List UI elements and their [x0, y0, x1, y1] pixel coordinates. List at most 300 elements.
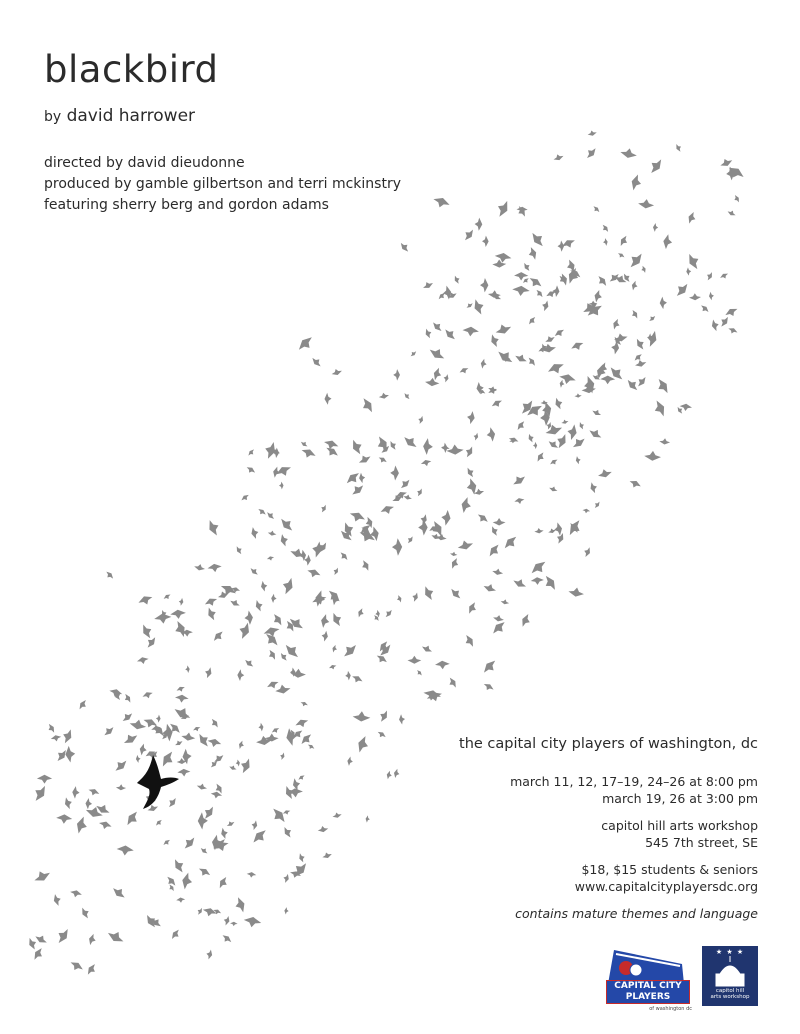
flock-bird-icon [80, 906, 92, 920]
flock-bird-icon [511, 473, 527, 488]
flock-bird-icon [87, 933, 97, 946]
flock-bird-icon [159, 749, 177, 769]
flock-bird-icon [415, 487, 423, 497]
flock-bird-icon [377, 708, 390, 723]
flock-bird-icon [492, 567, 504, 576]
flock-bird-icon [673, 280, 690, 298]
flock-bird-icon [654, 377, 671, 396]
flock-bird-icon [638, 198, 655, 209]
flock-bird-icon [617, 252, 626, 260]
flock-bird-icon [374, 435, 390, 454]
flock-bird-icon [357, 453, 372, 466]
flock-bird-icon [32, 868, 52, 885]
flock-bird-icon [139, 743, 148, 756]
flock-bird-icon [266, 555, 274, 561]
flock-bird-icon [456, 538, 474, 551]
flock-bird-icon [162, 838, 171, 847]
flock-bird-icon [600, 223, 610, 233]
flock-bird-icon [181, 731, 196, 741]
flock-bird-icon [500, 598, 510, 605]
flock-bird-icon [306, 743, 315, 751]
flock-bird-icon [644, 450, 661, 461]
flock-bird-icon [575, 455, 582, 464]
flock-bird-icon [496, 347, 516, 366]
flock-bird-icon [163, 593, 172, 601]
flock-bird-icon [406, 535, 415, 545]
flock-bird-icon [488, 290, 502, 299]
flock-bird-icon [493, 614, 505, 623]
flock-bird-icon [710, 318, 720, 331]
flock-bird-icon [633, 352, 644, 363]
flock-bird-icon [235, 759, 240, 767]
flock-bird-icon [296, 334, 316, 354]
content-warning: contains mature themes and language [515, 906, 758, 921]
flock-bird-icon [566, 423, 578, 441]
flock-bird-icon [512, 285, 530, 297]
flock-bird-icon [137, 594, 154, 608]
schedule [418, 773, 758, 807]
flock-bird-icon [578, 421, 585, 430]
company-name: the capital city players of washington, dc [459, 736, 758, 752]
flock-bird-icon [440, 509, 451, 526]
flock-bird-icon [358, 472, 365, 483]
flock-bird-icon [202, 906, 218, 918]
flock-bird-icon [559, 379, 565, 388]
flock-bird-icon [465, 301, 474, 309]
evening-dates: march 11, 12, 17–19, 24–26 at 8:00 pm [510, 774, 758, 789]
flock-bird-icon [331, 367, 343, 376]
flock-bird-icon [423, 438, 434, 455]
flock-bird-icon [466, 410, 476, 424]
flock-bird-icon [392, 538, 403, 556]
flock-bird-icon [659, 296, 667, 309]
flock-bird-icon [347, 756, 354, 766]
flock-bird-icon [431, 320, 445, 334]
flock-bird-icon [338, 551, 349, 563]
flock-bird-icon [37, 775, 52, 784]
flock-bird-icon [547, 527, 556, 534]
flock-bird-icon [522, 261, 532, 272]
flock-bird-icon [106, 928, 126, 946]
flock-bird-icon [350, 674, 363, 685]
flock-bird-icon [529, 558, 549, 577]
flock-bird-icon [732, 194, 740, 204]
flock-bird-icon [417, 415, 424, 425]
flock-bird-icon [357, 607, 366, 618]
flock-bird-icon [233, 896, 247, 914]
flock-bird-icon [465, 466, 476, 479]
flock-bird-icon [600, 375, 615, 384]
flock-bird-icon [462, 633, 476, 649]
flock-bird-icon [250, 526, 260, 540]
flock-bird-icon [396, 594, 403, 603]
flock-bird-icon [181, 872, 194, 891]
flock-bird-icon [494, 198, 511, 219]
flock-bird-icon [206, 518, 222, 538]
flock-bird-icon [393, 768, 401, 778]
flock-bird-icon [300, 447, 317, 461]
flock-bird-icon [50, 734, 62, 742]
flock-bird-icon [450, 551, 458, 557]
flock-bird-icon [408, 656, 422, 664]
flock-bird-icon [220, 933, 233, 945]
flock-bird-icon [453, 274, 461, 284]
flock-bird-icon [212, 629, 226, 643]
author-name: david harrower [66, 106, 196, 126]
flock-bird-icon [350, 437, 366, 456]
flock-bird-icon [490, 619, 508, 637]
flock-bird-icon [393, 369, 400, 381]
flock-bird-icon [250, 820, 258, 831]
flock-bird-icon [492, 259, 506, 268]
flock-bird-icon [112, 757, 129, 773]
flock-bird-icon [403, 493, 413, 500]
flock-bird-icon [494, 252, 512, 264]
flock-bird-icon [314, 590, 327, 608]
flock-bird-icon [122, 693, 132, 705]
flock-bird-icon [398, 477, 411, 490]
flock-bird-icon [527, 246, 539, 261]
flock-bird-icon [441, 443, 448, 454]
website-link[interactable]: www.capitalcityplayersdc.org [574, 879, 758, 894]
flock-bird-icon [176, 685, 186, 693]
flock-bird-icon [237, 669, 244, 681]
flock-bird-icon [421, 280, 434, 291]
flock-bird-icon [129, 718, 147, 731]
flock-bird-icon [708, 291, 714, 300]
flock-bird-icon [443, 373, 450, 383]
flock-bird-icon [588, 426, 604, 440]
flock-bird-icon [409, 349, 417, 357]
flock-bird-icon [140, 622, 155, 640]
flock-bird-icon [279, 533, 290, 547]
flock-bird-icon [533, 442, 538, 449]
flock-bird-icon [172, 857, 187, 875]
flock-bird-icon [553, 327, 566, 339]
flock-bird-icon [203, 666, 213, 679]
flock-bird-icon [486, 427, 497, 443]
flock-bird-icon [271, 594, 277, 604]
flock-bird-icon [618, 234, 630, 248]
flock-bird-icon [686, 211, 697, 225]
flock-bird-icon [591, 408, 602, 417]
flock-bird-icon [466, 601, 479, 616]
flock-bird-icon [519, 613, 532, 629]
flock-bird-icon [443, 326, 458, 342]
flock-bird-icon [593, 500, 601, 509]
flock-bird-icon [174, 739, 184, 747]
flock-bird-icon [425, 377, 440, 387]
flock-bird-icon [170, 928, 182, 941]
producer-credit: produced by gamble gilbertson and terri mckinstry [44, 176, 401, 192]
flock-bird-icon [607, 271, 620, 284]
flock-bird-icon [659, 438, 670, 445]
flock-bird-icon [156, 714, 161, 722]
flock-bird-icon [298, 852, 307, 863]
flock-bird-icon [172, 619, 188, 639]
flock-bird-icon [435, 660, 450, 670]
flock-bird-icon [552, 153, 564, 162]
flock-bird-icon [386, 770, 393, 780]
ticket-prices: $18, $15 students & seniors [581, 862, 758, 877]
flock-bird-icon [352, 711, 370, 723]
flock-bird-icon [719, 156, 734, 168]
flock-bird-icon [269, 806, 288, 826]
flock-bird-icon [265, 510, 276, 521]
flock-bird-icon [527, 275, 544, 290]
flock-bird-icon [345, 671, 351, 681]
flock-bird-icon [355, 735, 371, 755]
flock-bird-icon [574, 393, 582, 398]
flock-bird-icon [568, 586, 585, 598]
flock-bird-icon [290, 859, 309, 879]
flock-bird-icon [178, 597, 184, 606]
flock-bird-icon [222, 915, 230, 926]
flock-bird-icon [584, 145, 598, 160]
flock-bird-icon [300, 440, 309, 448]
flock-bird-icon [541, 574, 558, 593]
flock-bird-icon [629, 173, 643, 192]
flock-bird-icon [299, 732, 314, 747]
flock-bird-icon [529, 229, 547, 248]
flock-bird-icon [493, 518, 506, 525]
cast-credit: featuring sherry berg and gordon adams [44, 197, 329, 213]
flock-bird-icon [566, 518, 584, 538]
flock-bird-icon [620, 147, 638, 160]
flock-bird-icon [155, 818, 164, 827]
flock-bird-icon [699, 304, 710, 315]
flock-bird-icon [300, 700, 309, 707]
flock-bird-icon [662, 234, 673, 250]
players-line-1: CAPITAL CITY [614, 981, 682, 991]
flock-bird-icon [34, 933, 49, 946]
flock-bird-icon [635, 375, 648, 389]
flock-bird-icon [317, 825, 329, 833]
flock-bird-icon [489, 333, 501, 348]
flock-bird-icon [111, 884, 128, 900]
flock-bird-icon [645, 329, 659, 348]
flock-bird-icon [724, 306, 740, 319]
flock-bird-icon [68, 959, 84, 973]
flock-bird-icon [246, 872, 256, 879]
flock-bird-icon [463, 445, 474, 459]
flock-bird-icon [390, 465, 399, 480]
flock-bird-icon [522, 277, 530, 285]
flock-bird-icon [185, 665, 190, 673]
flock-bird-icon [172, 704, 193, 722]
flock-bird-icon [124, 809, 141, 828]
flock-bird-icon [402, 433, 420, 450]
flock-bird-icon [104, 570, 115, 581]
workshop-wordmark [702, 988, 758, 1000]
flock-bird-icon [446, 444, 464, 455]
credits [44, 153, 401, 216]
flock-bird-icon [205, 949, 213, 960]
flock-bird-icon [60, 727, 74, 744]
flock-bird-icon [530, 577, 544, 586]
flock-bird-icon [587, 129, 597, 137]
flock-bird-icon [428, 345, 448, 362]
flock-bird-icon [403, 391, 411, 400]
flock-bird-icon [206, 737, 222, 748]
flock-bird-icon [282, 809, 291, 816]
players-subtitle: of washington dc [649, 1006, 692, 1012]
flock-bird-icon [378, 392, 389, 400]
flock-bird-icon [474, 217, 482, 230]
flock-bird-icon [515, 420, 527, 433]
flock-bird-icon [349, 482, 365, 497]
flock-bird-icon [282, 873, 290, 884]
flock-bird-icon [502, 534, 520, 552]
flock-bird-icon [515, 205, 527, 219]
capitol-hill-arts-workshop-logo [702, 946, 758, 1006]
flock-bird-icon [243, 915, 262, 928]
flock-bird-icon [306, 567, 322, 579]
flock-bird-icon [250, 827, 269, 846]
flock-bird-icon [546, 360, 566, 377]
flock-bird-icon [461, 227, 475, 242]
flock-bird-icon [705, 271, 714, 282]
flock-bird-icon [136, 656, 149, 665]
flock-bird-icon [561, 419, 569, 425]
flock-bird-icon [287, 614, 306, 631]
flock-bird-icon [480, 358, 488, 369]
flock-bird-icon [279, 752, 286, 761]
flock-bird-icon [527, 433, 535, 444]
flock-bird-icon [480, 278, 489, 292]
flock-bird-icon [332, 566, 340, 575]
flock-bird-icon [689, 293, 701, 301]
workshop-line-2: arts workshop [710, 994, 750, 1000]
flock-bird-icon [481, 658, 499, 677]
flock-bird-icon [56, 814, 73, 824]
flock-bird-icon [376, 730, 387, 740]
flock-bird-icon [196, 907, 204, 916]
flock-bird-icon [283, 641, 302, 660]
venue [418, 817, 758, 851]
flock-bird-icon [63, 796, 74, 810]
flock-bird-icon [549, 458, 559, 467]
flock-bird-icon [199, 846, 209, 855]
flock-bird-icon [449, 586, 464, 601]
flock-bird-icon [285, 727, 299, 747]
flock-bird-icon [487, 542, 503, 559]
flock-bird-icon [431, 195, 451, 210]
flock-bird-icon [548, 485, 558, 493]
event-info [418, 736, 758, 922]
flock-bird-icon [552, 285, 560, 297]
flock-bird-icon [473, 432, 480, 441]
tickets [418, 861, 758, 895]
flock-bird-icon [365, 815, 370, 823]
flock-bird-icon [166, 796, 178, 809]
flock-bird-icon [170, 609, 187, 620]
flock-bird-icon [271, 726, 281, 735]
flock-bird-icon [229, 598, 241, 608]
flock-bird-icon [274, 683, 291, 695]
flock-bird-icon [258, 723, 264, 732]
flock-bird-icon [240, 493, 251, 503]
flock-bird-icon [249, 566, 260, 577]
flock-bird-icon [424, 327, 433, 339]
flock-bird-icon [294, 717, 310, 729]
flock-bird-icon [377, 455, 388, 464]
flock-bird-icon [482, 582, 497, 594]
flock-bird-icon [647, 156, 665, 175]
flock-bird-icon [421, 643, 434, 654]
flock-bird-icon [320, 613, 331, 629]
flock-bird-icon [640, 265, 647, 274]
flock-bird-icon [270, 612, 284, 628]
flock-bird-icon [634, 337, 647, 351]
flock-bird-icon [527, 315, 537, 326]
flock-bird-icon [244, 657, 256, 668]
flock-bird-icon [260, 580, 268, 592]
flock-bird-icon [399, 240, 411, 253]
flock-bird-icon [534, 527, 544, 534]
flock-bird-icon [561, 237, 577, 250]
flock-bird-icon [512, 576, 528, 589]
flock-bird-icon [330, 611, 344, 628]
flock-bird-icon [278, 515, 296, 533]
flock-bird-icon [282, 825, 294, 839]
flock-bird-icon [238, 756, 253, 774]
flock-bird-icon [482, 682, 495, 693]
flock-bird-icon [116, 784, 127, 791]
flock-bird-icon [310, 355, 323, 368]
flock-bird-icon [630, 309, 640, 320]
flock-bird-icon [631, 280, 639, 291]
capital-city-players-logo [600, 946, 692, 1014]
flock-bird-icon [235, 545, 244, 556]
matinee-dates: march 19, 26 at 3:00 pm [602, 791, 758, 806]
author-prefix: by [44, 109, 62, 125]
flock-bird-icon [65, 745, 77, 763]
flock-bird-icon [225, 819, 235, 828]
flock-bird-icon [348, 510, 367, 525]
flock-bird-icon [280, 576, 295, 596]
flock-bird-icon [458, 366, 469, 375]
flock-bird-icon [541, 299, 550, 312]
flock-bird-icon [321, 851, 332, 860]
flock-bird-icon [279, 651, 289, 662]
flock-bird-icon [420, 459, 432, 468]
flock-bird-icon [120, 710, 134, 723]
flock-bird-icon [85, 962, 98, 977]
flock-bird-icon [209, 717, 220, 729]
flock-bird-icon [628, 478, 642, 490]
flock-bird-icon [181, 834, 197, 851]
flock-bird-icon [321, 630, 329, 642]
flock-bird-icon [319, 504, 327, 514]
flock-bird-icon [589, 481, 599, 494]
flock-bird-icon [332, 811, 343, 819]
flock-bird-icon [54, 926, 71, 945]
flock-bird-icon [651, 399, 667, 419]
flock-bird-icon [220, 827, 229, 840]
flock-bird-icon [238, 740, 246, 750]
flock-bird-icon [602, 238, 608, 247]
flock-bird-icon [653, 223, 659, 232]
flock-bird-icon [526, 356, 537, 368]
flock-bird-icon [204, 596, 219, 609]
flock-bird-icon [196, 782, 208, 791]
flock-bird-icon [192, 725, 201, 732]
flock-bird-icon [142, 690, 154, 700]
flock-bird-icon [719, 272, 729, 281]
flock-bird-icon [582, 508, 590, 514]
flock-bird-icon [87, 787, 100, 797]
